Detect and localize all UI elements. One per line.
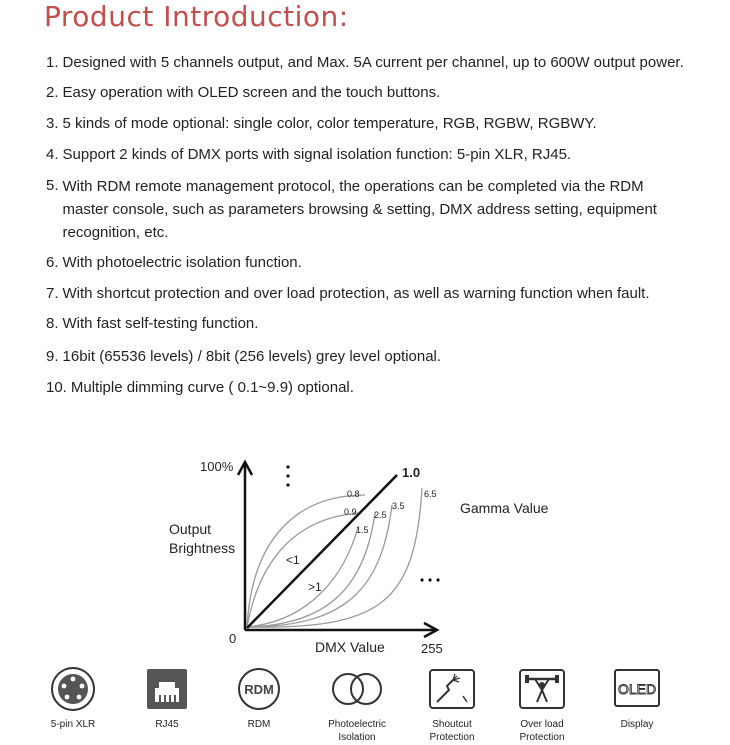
item-number: 7. (46, 285, 59, 302)
item-number: 6. (46, 254, 59, 271)
item-text: With photoelectric isolation function. (62, 254, 302, 271)
rj45-icon (143, 666, 191, 712)
xlr-icon (49, 666, 97, 712)
photoelectric-isolation-icon (327, 666, 387, 712)
rdm-glyph: RDM (244, 682, 274, 697)
item-text: With shortcut protection and over load protection, as well as warning function when fault. (62, 285, 650, 302)
curve-label: 6.5 (424, 489, 437, 499)
dot (286, 465, 289, 468)
list-item (46, 252, 686, 274)
feature-list (46, 52, 686, 399)
list-item (46, 377, 686, 399)
icon-rj45 (122, 666, 212, 731)
curve-label: 1.5 (356, 525, 369, 535)
curve-label: 0.8 (347, 489, 360, 499)
list-item (46, 313, 686, 335)
y-max-label: 100% (200, 459, 234, 474)
page-title: Product Introduction: (44, 0, 349, 33)
item-text: Designed with 5 channels output, and Max. 5A current per channel, up to 600W output power. (62, 54, 684, 71)
item-number: 4. (46, 146, 59, 163)
list-item (46, 346, 686, 368)
curve-1-0 (247, 475, 397, 628)
item-text: Multiple dimming curve ( 0.1~9.9) optional. (70, 379, 354, 396)
icon-label: Display (620, 719, 654, 730)
list-item (46, 82, 686, 104)
icon-shortcut (407, 666, 497, 744)
icon-rdm (214, 666, 304, 731)
icon-label: Shoutcut Protection (429, 719, 475, 743)
item-number: 5. (46, 177, 59, 194)
display-icon (612, 666, 662, 712)
icon-label: RDM (247, 719, 271, 730)
oled-glyph: OLED (617, 681, 657, 697)
icon-label: 5-pin XLR (50, 719, 96, 730)
item-number: 10. (46, 379, 67, 396)
item-text: 16bit (65536 levels) / 8bit (256 levels) grey level optional. (62, 348, 442, 365)
list-item (46, 144, 686, 166)
gt1-label: >1 (308, 580, 322, 594)
overload-protection-icon (517, 666, 567, 712)
icon-display (592, 666, 682, 731)
dot (436, 578, 439, 581)
x-axis-label: DMX Value (315, 639, 385, 655)
shortcut-protection-icon (427, 666, 477, 712)
item-text: Easy operation with OLED screen and the touch buttons. (62, 84, 441, 101)
item-text: 5 kinds of mode optional: single color, color temperature, RGB, RGBW, RGBWY. (62, 115, 597, 132)
gamma-label: Gamma Value (460, 500, 549, 516)
dimming-curve-graph (160, 455, 580, 660)
dot (286, 474, 289, 477)
item-text: With fast self-testing function. (62, 315, 259, 332)
x-max-label: 255 (421, 641, 443, 656)
rdm-icon (235, 666, 283, 712)
icon-overload (497, 666, 587, 744)
y-axis-label-line1: Output (169, 521, 212, 537)
item-number: 1. (46, 54, 59, 71)
list-item (46, 113, 686, 135)
icon-photoelectric (312, 666, 402, 744)
curve-label: 3.5 (392, 501, 405, 511)
curve-label: 0.9 (344, 507, 357, 517)
item-number: 3. (46, 115, 59, 132)
icon-xlr (28, 666, 118, 731)
y-axis-label-line2: Brightness (169, 540, 236, 556)
dot (428, 578, 431, 581)
item-text: Support 2 kinds of DMX ports with signal isolation function: 5-pin XLR, RJ45. (62, 146, 572, 163)
icon-label: Photoelectric Isolation (328, 719, 386, 743)
item-number: 2. (46, 84, 59, 101)
origin-label: 0 (229, 631, 237, 646)
item-number: 9. (46, 348, 59, 365)
list-item (46, 283, 686, 305)
list-item (46, 52, 686, 74)
dot (286, 483, 289, 486)
feature-icons-row (30, 666, 710, 745)
item-text: With RDM remote management protocol, the operations can be completed via the RDM master console, such as parameters browsing & setting, DMX address setting, equipment recognition, etc. (62, 178, 657, 241)
icon-label: RJ45 (155, 719, 179, 730)
icon-label: Over load Protection (519, 719, 565, 743)
item-number: 8. (46, 315, 59, 332)
lt1-label: <1 (286, 553, 300, 567)
curve-label-main: 1.0 (402, 465, 421, 480)
list-item (46, 175, 686, 244)
dot (420, 578, 423, 581)
curve-label: 2.5 (374, 510, 387, 520)
